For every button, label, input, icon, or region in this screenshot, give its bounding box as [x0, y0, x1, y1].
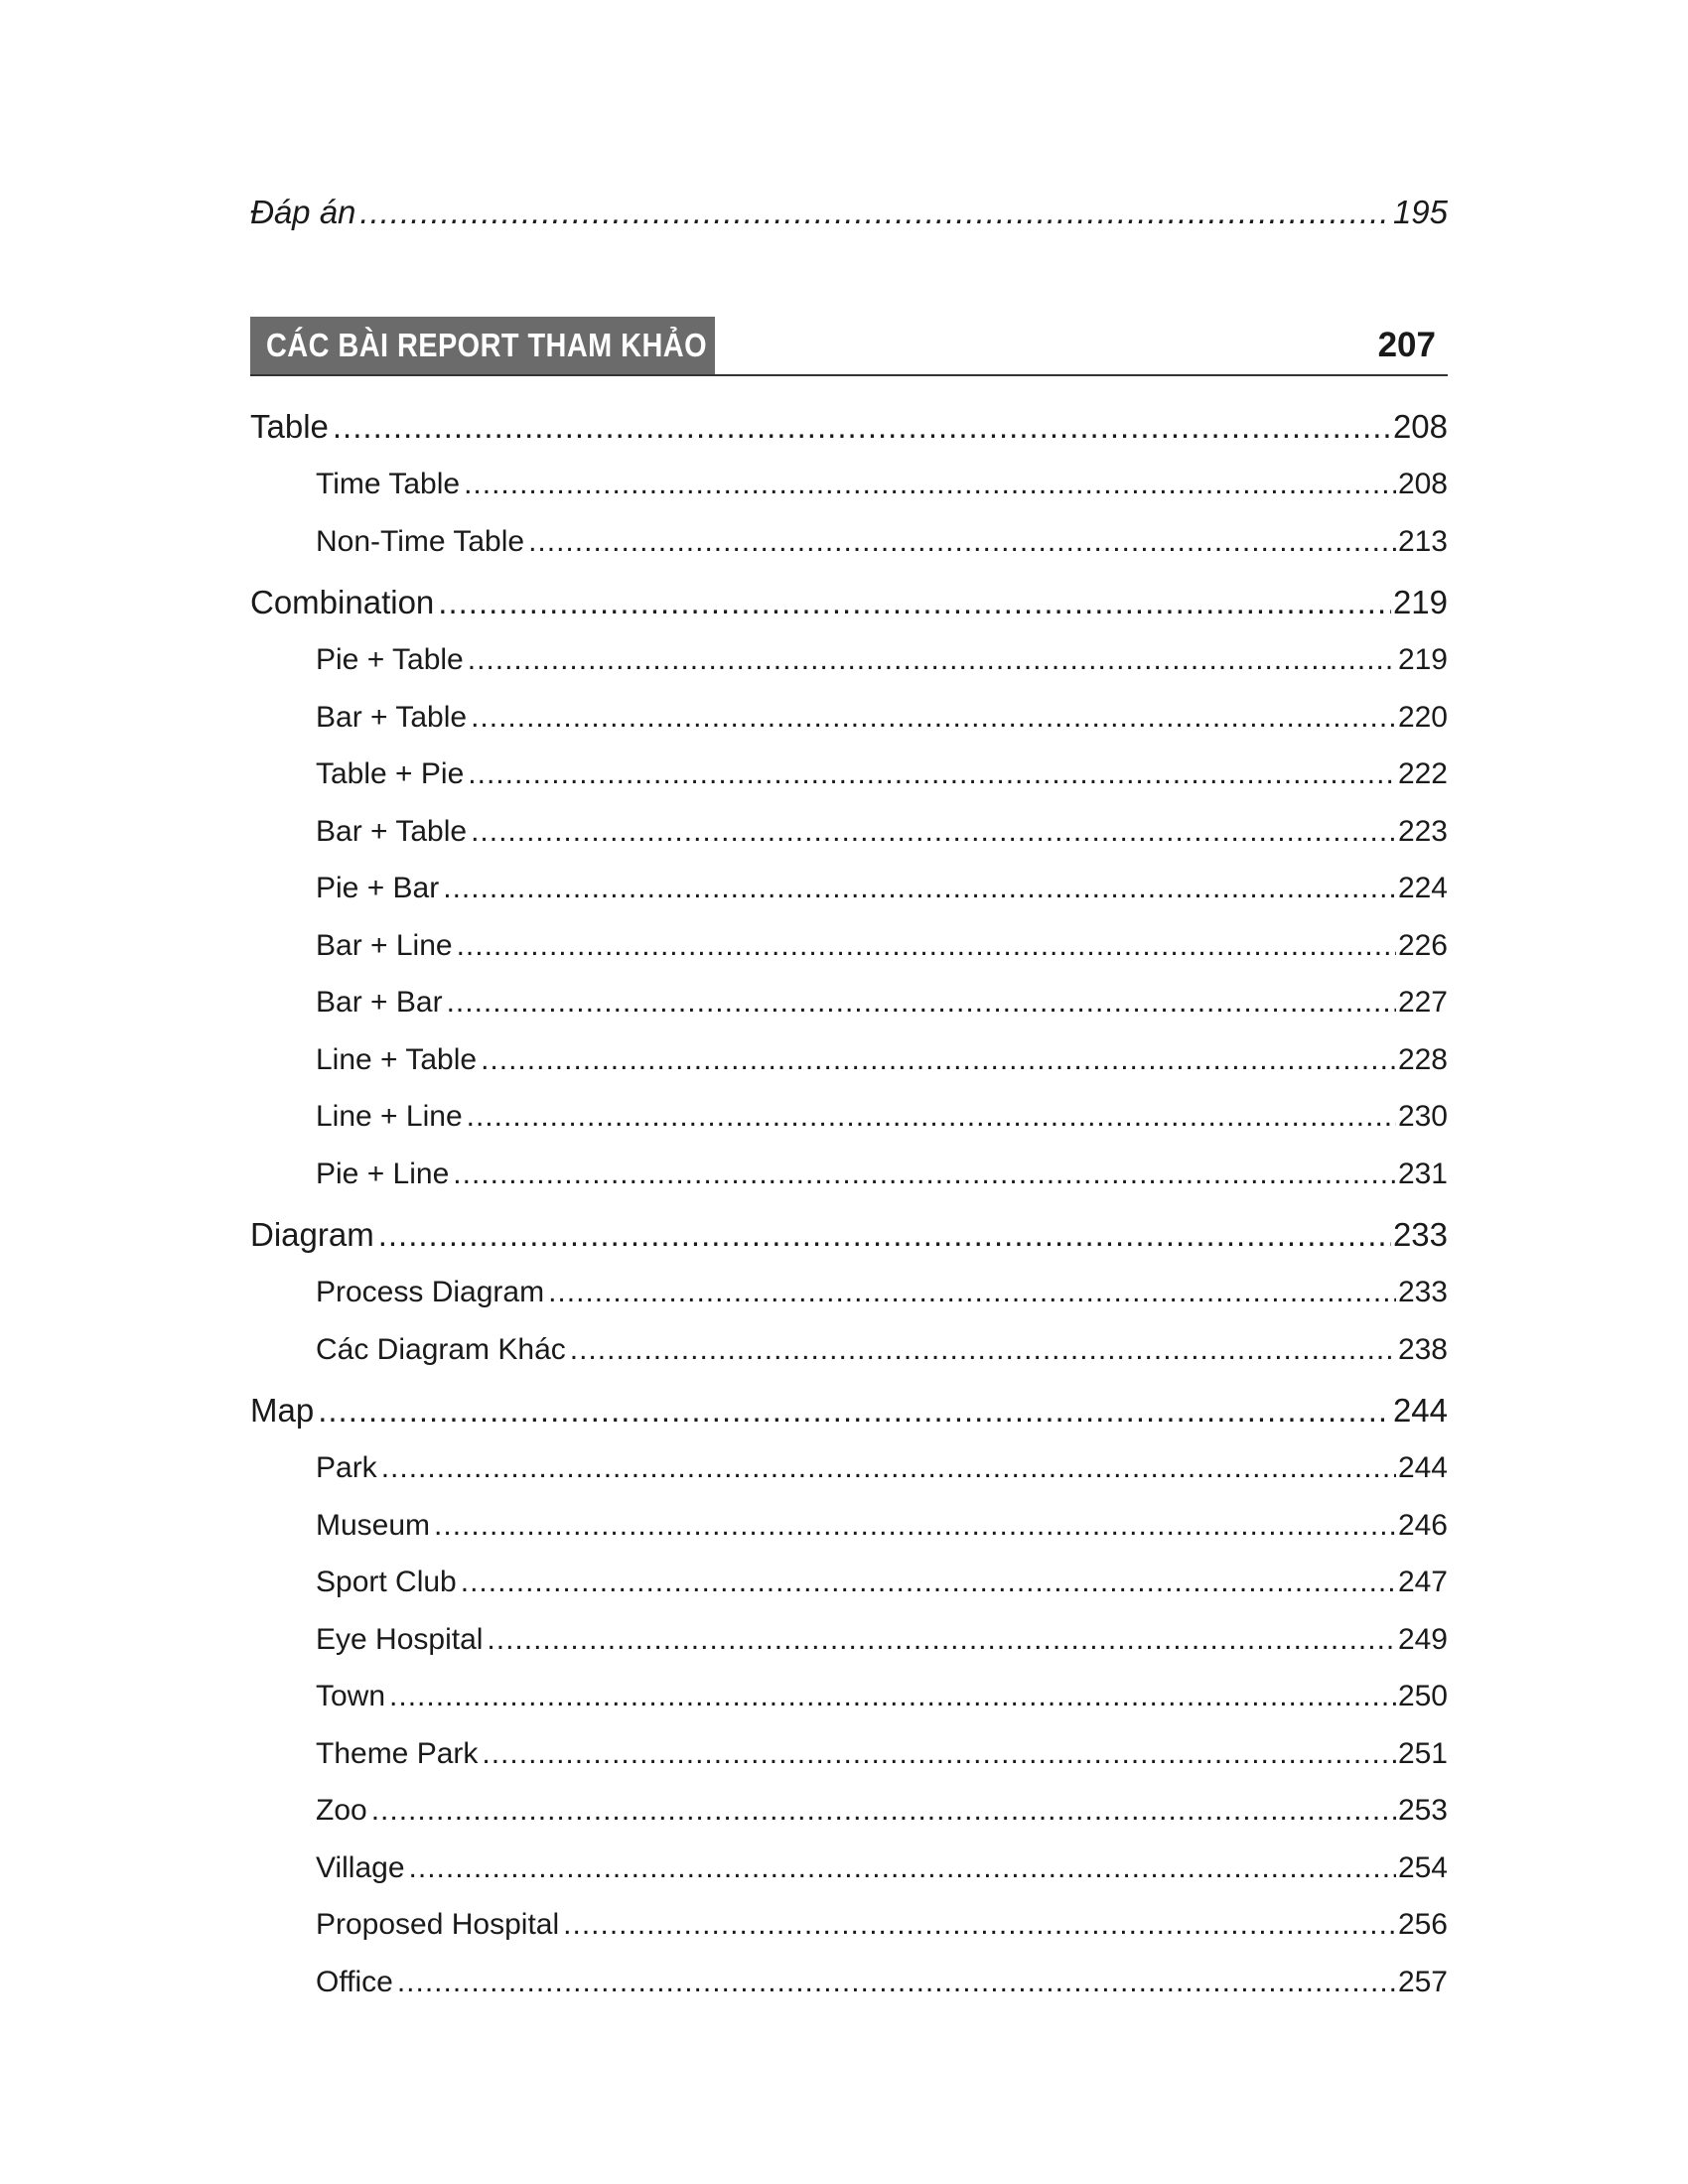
toc-subentry-label: Table + Pie — [316, 757, 465, 790]
toc-subentry-page: 223 — [1397, 814, 1448, 848]
toc-subentry-page: 250 — [1397, 1680, 1448, 1712]
toc-subentry[interactable] — [250, 513, 1448, 571]
toc-subentry-page: 246 — [1397, 1508, 1448, 1542]
toc-subentry-page: 254 — [1397, 1850, 1448, 1884]
toc-subentry-label: Bar + Table — [316, 700, 468, 734]
toc-leader-dots — [389, 1668, 1396, 1725]
toc-leader-dots — [563, 1896, 1396, 1954]
toc-subentry-label: Zoo — [316, 1794, 367, 1827]
toc-leader-dots — [570, 1321, 1396, 1379]
toc-leader-dots — [371, 1782, 1396, 1840]
toc-leader-dots — [467, 1088, 1396, 1146]
toc-subentry[interactable] — [250, 1088, 1448, 1146]
toc-subentry-label: Non-Time Table — [316, 524, 525, 558]
toc-entry-label: Table — [250, 408, 329, 445]
toc-entry-page: 219 — [1392, 584, 1448, 620]
toc-subentry[interactable] — [250, 1896, 1448, 1954]
toc-subentry[interactable] — [250, 1668, 1448, 1725]
toc-leader-dots — [381, 1439, 1396, 1497]
toc-subentry[interactable] — [250, 746, 1448, 803]
toc-list — [250, 398, 1448, 2010]
toc-subentry-page: 227 — [1397, 986, 1448, 1019]
toc-subentry-page: 249 — [1397, 1622, 1448, 1656]
toc-subentry-page: 231 — [1397, 1157, 1448, 1190]
toc-leader-dots — [464, 456, 1396, 513]
toc-entry-page: 208 — [1392, 408, 1448, 445]
toc-subentry[interactable] — [250, 1611, 1448, 1669]
toc-leader-dots — [487, 1611, 1396, 1669]
toc-leader-dots — [482, 1725, 1396, 1783]
toc-subentry[interactable] — [250, 456, 1448, 513]
toc-subentry-label: Pie + Table — [316, 643, 464, 676]
toc-subentry-page: 208 — [1397, 468, 1448, 500]
toc-leader-dots — [471, 689, 1396, 747]
toc-leader-dots — [528, 513, 1396, 571]
toc-subentry[interactable] — [250, 1321, 1448, 1379]
toc-subentry-label: Pie + Bar — [316, 872, 440, 904]
toc-entry-label: Map — [250, 1392, 315, 1429]
toc-subentry[interactable] — [250, 803, 1448, 861]
toc-subentry[interactable] — [250, 1782, 1448, 1840]
toc-leader-dots — [468, 746, 1396, 803]
toc-leader-dots — [481, 1031, 1396, 1089]
toc-subentry-page: 224 — [1397, 872, 1448, 904]
toc-leader-dots — [359, 194, 1391, 231]
toc-leader-dots — [461, 1554, 1396, 1611]
toc-subentry-page: 220 — [1397, 700, 1448, 734]
toc-subentry-label: Village — [316, 1850, 405, 1884]
toc-subentry[interactable] — [250, 917, 1448, 975]
toc-entry[interactable] — [250, 398, 1448, 456]
toc-entry-page: 195 — [1392, 194, 1448, 230]
toc-subentry-label: Museum — [316, 1508, 431, 1542]
section-page: 207 — [1377, 326, 1436, 364]
toc-subentry[interactable] — [250, 1031, 1448, 1089]
toc-leader-dots — [434, 1497, 1396, 1555]
toc-entry[interactable] — [250, 1206, 1448, 1264]
toc-subentry-page: 253 — [1397, 1794, 1448, 1827]
toc-subentry-page: 228 — [1397, 1042, 1448, 1076]
toc-entry-page: 244 — [1392, 1392, 1448, 1429]
toc-subentry-label: Town — [316, 1680, 386, 1712]
section-title: CÁC BÀI REPORT THAM KHẢO — [250, 317, 715, 374]
toc-subentry-page: 247 — [1397, 1566, 1448, 1598]
toc-subentry-label: Process Diagram — [316, 1276, 545, 1308]
toc-subentry[interactable] — [250, 1725, 1448, 1783]
toc-entry-label: Combination — [250, 584, 435, 620]
toc-subentry[interactable] — [250, 689, 1448, 747]
toc-subentry-label: Theme Park — [316, 1736, 479, 1770]
toc-subentry[interactable] — [250, 1264, 1448, 1321]
toc-subentry[interactable] — [250, 1146, 1448, 1203]
toc-subentry-label: Park — [316, 1451, 377, 1484]
toc-entry-page: 233 — [1392, 1216, 1448, 1253]
toc-subentry-page: 213 — [1397, 524, 1448, 558]
toc-subentry-page: 257 — [1397, 1965, 1448, 1998]
toc-entry-label: Đáp án — [250, 194, 356, 230]
toc-subentry-label: Pie + Line — [316, 1157, 450, 1190]
toc-leader-dots — [333, 398, 1391, 456]
toc-subentry-page: 219 — [1397, 643, 1448, 676]
toc-subentry[interactable] — [250, 974, 1448, 1031]
toc-leader-dots — [468, 631, 1396, 689]
toc-subentry-label: Sport Club — [316, 1566, 457, 1598]
toc-entry[interactable] — [250, 1382, 1448, 1439]
toc-subentry-label: Line + Line — [316, 1100, 463, 1133]
toc-subentry-label: Bar + Line — [316, 928, 453, 962]
toc-subentry[interactable] — [250, 1439, 1448, 1497]
toc-leader-dots — [438, 574, 1391, 631]
section-header — [250, 317, 1448, 376]
toc-subentry-page: 230 — [1397, 1100, 1448, 1133]
toc-subentry[interactable] — [250, 631, 1448, 689]
toc-leader-dots — [548, 1264, 1396, 1321]
toc-entry-previous[interactable] — [250, 194, 1448, 245]
toc-subentry-label: Proposed Hospital — [316, 1908, 560, 1941]
toc-subentry-label: Time Table — [316, 468, 461, 500]
toc-subentry-label: Bar + Table — [316, 814, 468, 848]
toc-subentry[interactable] — [250, 1840, 1448, 1897]
toc-leader-dots — [457, 917, 1396, 975]
toc-leader-dots — [397, 1954, 1396, 2011]
toc-subentry[interactable] — [250, 860, 1448, 917]
toc-subentry[interactable] — [250, 1954, 1448, 2011]
toc-subentry-label: Eye Hospital — [316, 1622, 484, 1656]
toc-subentry-label: Office — [316, 1965, 393, 1998]
toc-subentry-page: 251 — [1397, 1736, 1448, 1770]
toc-subentry-page: 226 — [1397, 928, 1448, 962]
toc-entry-label: Diagram — [250, 1216, 374, 1253]
toc-leader-dots — [318, 1382, 1391, 1439]
toc-leader-dots — [409, 1840, 1396, 1897]
toc-subentry-page: 238 — [1397, 1332, 1448, 1366]
toc-subentry-page: 256 — [1397, 1908, 1448, 1941]
toc-subentry-page: 222 — [1397, 757, 1448, 790]
toc-subentry-page: 244 — [1397, 1451, 1448, 1484]
toc-subentry[interactable] — [250, 1497, 1448, 1555]
toc-leader-dots — [471, 803, 1396, 861]
toc-entry[interactable] — [250, 574, 1448, 631]
toc-subentry[interactable] — [250, 1554, 1448, 1611]
toc-subentry-page: 233 — [1397, 1276, 1448, 1308]
toc-leader-dots — [447, 974, 1396, 1031]
toc-subentry-label: Các Diagram Khác — [316, 1332, 566, 1366]
toc-leader-dots — [443, 860, 1396, 917]
toc-subentry-label: Bar + Bar — [316, 986, 443, 1019]
toc-leader-dots — [378, 1206, 1391, 1264]
toc-leader-dots — [453, 1146, 1396, 1203]
toc-page — [250, 194, 1448, 2010]
toc-subentry-label: Line + Table — [316, 1042, 478, 1076]
